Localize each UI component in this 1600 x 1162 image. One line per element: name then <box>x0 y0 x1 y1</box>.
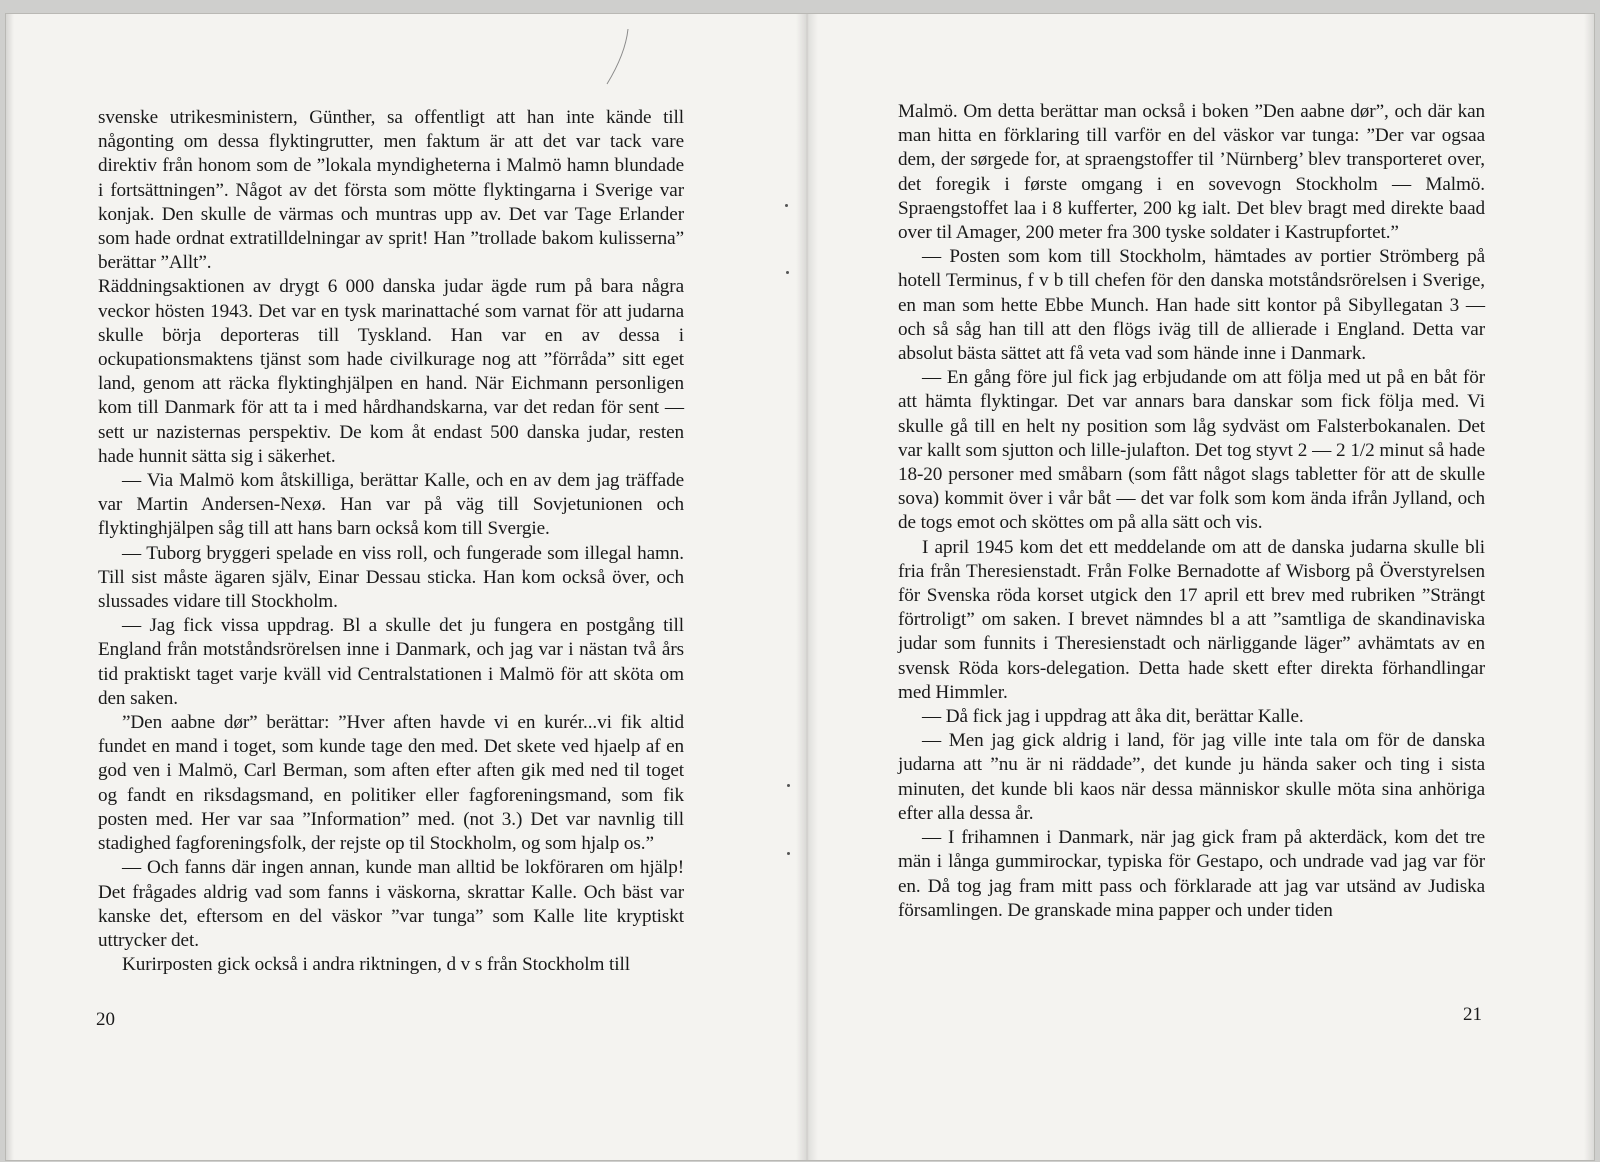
paragraph: ”Den aabne dør” berättar: ”Hver aften havde vi en kurér...vi fik altid fundet en mand i toget, som kunde tage den med. Det skete ved hjaelp af en god ven i Malmö, Carl Berman, som aften efter aften gik med ned til toget og fandt en riksdagsmand, en politiker eller fagforeningsmand, som fik posten med. Her var saa ”Information” med. (not 3.) Det var navnlig till stadighed fagforeningsfolk, der rejste op til Stockholm, og som hjalp os.” <box>98 712 684 855</box>
left-page <box>6 14 801 1160</box>
paragraph: Kurirposten gick också i andra riktningen, d v s från Stockholm till <box>122 954 630 976</box>
left-page-body-text <box>98 106 684 977</box>
paragraph: — Men jag gick aldrig i land, för jag ville inte tala om för de danska judarna att ”nu är ni räddade”, det kunde ju hända saker och ting i sista minuten, det kunde bli kaos när dessa människor skulle möta sina anhöriga efter alla dessa år. <box>898 730 1485 824</box>
paragraph: — Då fick jag i uppdrag att åka dit, berättar Kalle. <box>922 706 1304 728</box>
paragraph: Räddningsaktionen av drygt 6 000 danska judar ägde rum på bara några veckor hösten 1943. Det var en tysk marinattaché som varnat för att judarna skulle börja deporteras till Tyskland. Han var en av dessa i ockupationsmaktens tjänst som hade civilkurage nog att ”förråda” sitt eget land, genom att räcka flyktinghjälpen en hand. När Eichmann personligen kom till Danmark för att ta i med hårdhandskarna, var det redan för sent — sett ur nazisternas perspektiv. De kom åt endast 500 danska judar, resten hade hunnit sätta sig i säkerhet. <box>98 276 684 467</box>
paragraph: I april 1945 kom det ett meddelande om att de danska judarna skulle bli fria från Theresienstadt. Från Folke Bernadotte af Wisborg på Överstyrelsen för Svenska röda korset utgick den 17 april ett brev med rubriken ”Strängt förtroligt” om saken. I brevet nämndes bl a att ”samtliga de skandinaviska judar som funnits i Theresienstadt och närliggande läger” avhämtats av en svensk Röda kors-delegation. Detta hade skett efter direkta förhandlingar med Himmler. <box>898 536 1485 703</box>
paragraph: — I frihamnen i Danmark, när jag gick fram på akterdäck, kom det tre män i långa gummirockar, typiska för Gestapo, och undrade vad jag var för en. Då tog jag fram mitt pass och förklarade att jag var utsänd av Judiska församlingen. De granskade mina papper och under tiden <box>898 827 1485 921</box>
paper-speck <box>785 204 788 207</box>
page-number-left: 20 <box>96 1009 115 1030</box>
book-spread <box>6 14 1594 1160</box>
paragraph: — Och fanns där ingen annan, kunde man alltid be lokföraren om hjälp! Det frågades aldrig vad som fanns i väskorna, skrattar Kalle. Och bäst var kanske det, eftersom en del väskor ”var tunga” som Kalle lite kryptiskt uttrycker det. <box>98 857 684 951</box>
right-page <box>811 14 1594 1160</box>
paper-speck <box>787 784 790 787</box>
paper-speck <box>787 852 790 855</box>
paragraph: — Jag fick vissa uppdrag. Bl a skulle det ju fungera en postgång till England från motståndsrörelsen inne i Danmark, och jag var i nästan två års tid praktiskt taget varje kväll vid Centralstationen i Malmö för att sköta om den saken. <box>98 615 684 709</box>
paragraph: — Via Malmö kom åtskilliga, berättar Kalle, och en av dem jag träffade var Martin Andersen-Nexø. Han var på väg till Sovjetunionen och flyktinghjälpen såg till att hans barn också kom till Svergie. <box>98 470 684 540</box>
paragraph: — En gång före jul fick jag erbjudande om att följa med ut på en båt för att hämta flyktingar. Det var annars bara danskar som fick följa med. Vi skulle gå till en helt ny position som låg sydväst om Falsterbokanalen. Det var kallt som sjutton och lille-julafton. Det tog styvt 2 — 2 1/2 minut så hade 18-20 personer med småbarn (som fått något slags tabletter för att de skulle sova) kommit över i vår båt — det var folk som kom ända ifrån Jylland, och de togs emot och sköttes om på alla sätt och vis. <box>898 367 1485 534</box>
pencil-stroke-mark <box>604 28 632 86</box>
paper-speck <box>786 271 789 274</box>
page-number-right: 21 <box>1463 1004 1482 1025</box>
right-page-body-text <box>898 100 1485 923</box>
paragraph: Malmö. Om detta berättar man också i boken ”Den aabne dør”, och där kan man hitta en förklaring till varför en del väskor var tunga: ”Der var ogsaa dem, der sørgede for, at spraengstoffer til ’Nürnberg’ blev transporteret over, det foregik i første omgang i en sovevogn Stockholm — Malmö. Spraengstoffet laa i 8 kufferter, 200 kg ialt. Det blev bragt med direkte baad over til Amager, 200 meter fra 300 tyske soldater i Kastrupfortet.” <box>898 101 1485 244</box>
paragraph: — Tuborg bryggeri spelade en viss roll, och fungerade som illegal hamn. Till sist måste ägaren själv, Einar Dessau sticka. Han kom också över, och slussades vidare till Stockholm. <box>98 542 684 613</box>
paragraph: — Posten som kom till Stockholm, hämtades av portier Strömberg på hotell Terminus, f v b till chefen för den danska motståndsrörelsen i Sverige, en man som hette Ebbe Munch. Han hade sitt kontor på Sibyllegatan 3 — och så såg han till att den flögs iväg till de allierade i England. Detta var absolut bästa sättet att få veta vad som hände inne i Danmark. <box>898 246 1485 365</box>
paragraph: svenske utrikesministern, Günther, sa offentligt att han inte kände till någonting om dessa flyktingrutter, men faktum är att det var tack vare direktiv från honom som de ”lokala myndigheterna i Malmö hamn blundade i fortsättningen”. Något av det första som mötte flyktingarna i Sverige var konjak. Den skulle de värmas och muntras upp av. Det var Tage Erlander som hade ordnat extratilldelningar av sprit! Han ”trollade bakom kulisserna” berättar ”Allt”. <box>98 107 684 274</box>
